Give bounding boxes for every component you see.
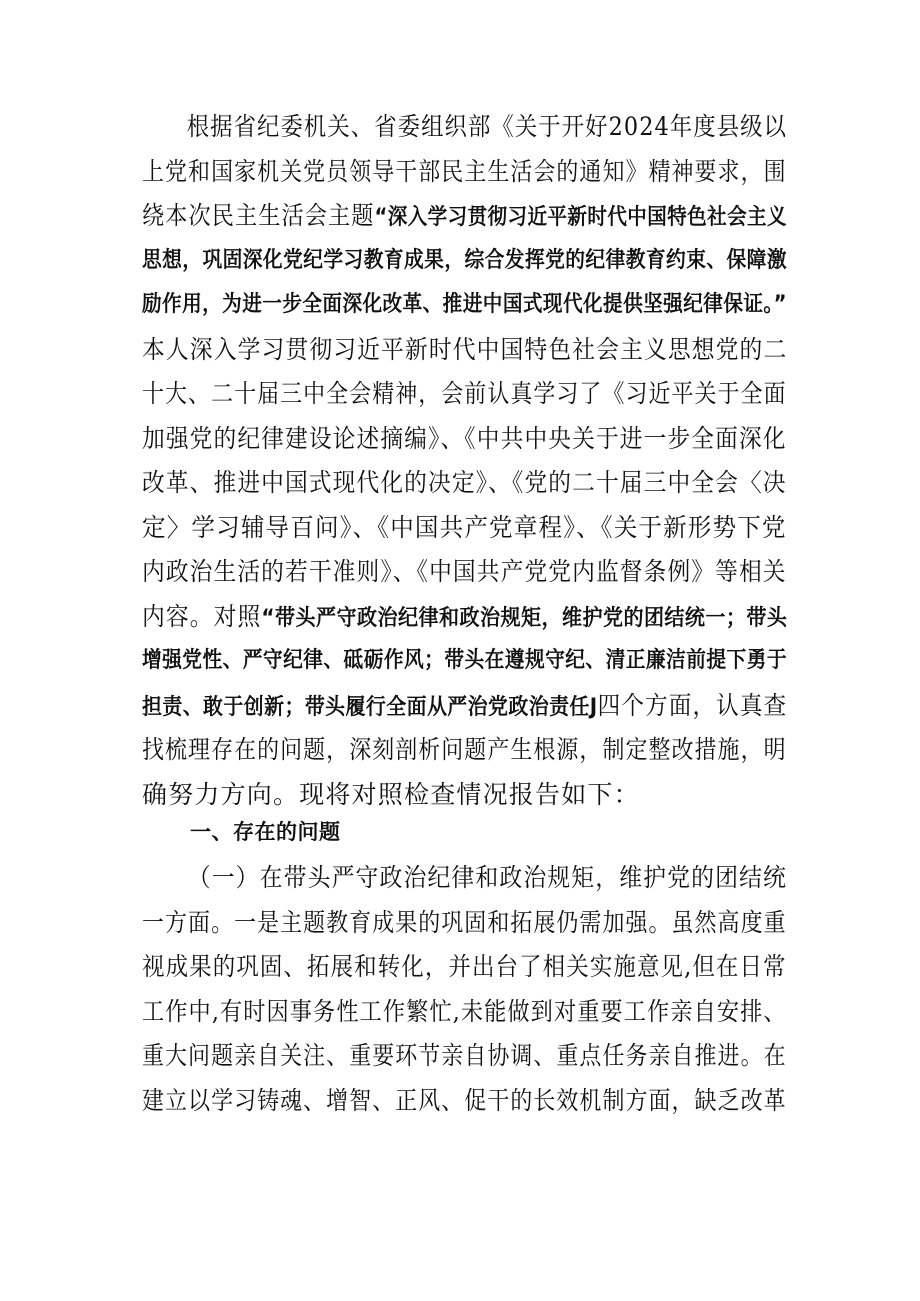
text-line-bold: 思想，巩固深化党纪学习教育成果，综合发挥党的纪律教育约束、保障激: [142, 247, 787, 273]
text-line: 重大问题亲自关注、重要环节亲自协调、重点任务亲自推进。在: [142, 1041, 787, 1070]
section-heading: 一、存在的问题: [190, 820, 341, 844]
text-line: 内政治生活的若干准则》、《中国共产党党内监督条例》等相关: [142, 557, 787, 586]
text-line: 加强党的纪律建设论述摘编》、《中共中央关于进一步全面深化: [142, 423, 787, 453]
text-line-bold: 励作用，为进一步全面深化改革、推进中国式现代化提供坚强纪律保证。”: [142, 292, 787, 317]
text-line: 定〉学习辅导百问》、《中国共产党章程》、《关于新形势下党: [142, 512, 787, 542]
text-line: 工作中,有时因事务性工作繁忙,未能做到对重要工作亲自安排、: [142, 996, 787, 1026]
text-line: （一）在带头严守政治纪律和政治规矩，维护党的团结统: [187, 863, 788, 892]
text-line: 一方面。一是主题教育成果的巩固和拓展仍需加强。虽然高度重: [142, 907, 787, 937]
text-run-bold: “带头严守政治纪律和政治规矩，维护党的团结统一；带头: [261, 605, 788, 631]
text-line: 根据省纪委机关、省委组织部《关于开好2024年度县级以: [186, 112, 788, 141]
text-run: 内容。对照: [142, 601, 262, 631]
section1-paragraph: [142, 856, 787, 1123]
text-line: 视成果的巩固、拓展和转化，并出台了相关实施意见,但在日常: [142, 952, 787, 981]
text-run: 四个方面，认真查: [597, 690, 788, 720]
text-run-bold: “深入学习贯彻习近平新时代中国特色社会主义: [374, 205, 787, 230]
text-line: 十大、二十届三中全会精神，会前认真学习了《习近平关于全面: [142, 379, 787, 408]
text-line: [142, 684, 788, 729]
text-line: 改革、推进中国式现代化的决定》、《党的二十届三中全会〈决: [142, 468, 787, 497]
text-line: 上党和国家机关党员领导干部民主生活会的通知》精神要求，围: [142, 156, 787, 186]
text-run: 绕本次民主生活会主题: [142, 201, 375, 230]
text-line: [142, 595, 788, 640]
text-line: 确努力方向。现将对照检查情况报告如下：: [142, 779, 640, 809]
text-line: 找梳理存在的问题，深刻剖析问题产生根源，制定整改措施，明: [142, 735, 787, 764]
text-line: [142, 194, 787, 239]
text-line-bold: 增强党性、严守纪律、砥砺作风；带头在遵规守纪、清正廉洁前提下勇于: [142, 648, 787, 673]
text-line: 建立以学习铸魂、增智、正风、促干的长效机制方面，缺乏改革: [142, 1085, 787, 1115]
text-line: 本人深入学习贯彻习近平新时代中国特色社会主义思想党的二: [142, 334, 788, 364]
text-run-bold: 担责、敢于创新；带头履行全面从严治党政治责任J: [142, 694, 598, 720]
intro-paragraph: [142, 105, 787, 817]
